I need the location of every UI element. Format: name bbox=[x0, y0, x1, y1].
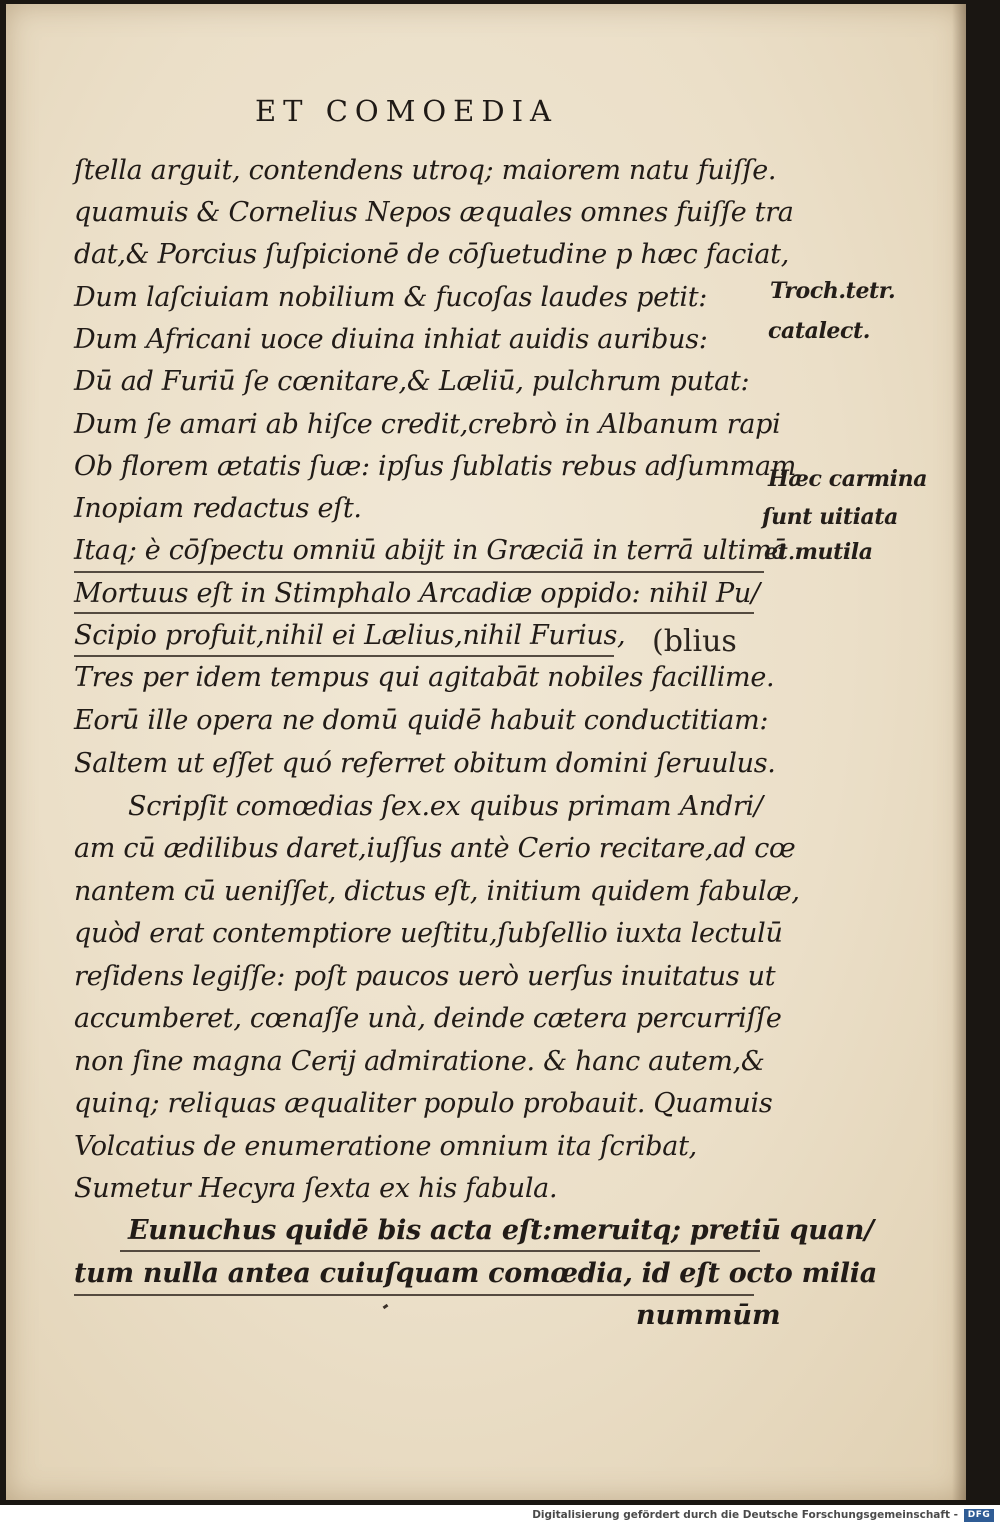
body-line: Sumetur Hecyra ſexta ex his fabula. bbox=[74, 1173, 558, 1204]
margin-note: et mutila bbox=[764, 539, 873, 565]
margin-note: Hæc carmina bbox=[768, 466, 928, 492]
turnover-line: (blius bbox=[652, 624, 737, 659]
body-line: Itaq; è cōſpectu omniū abijt in Græciā in terrā ultimā. bbox=[74, 535, 796, 566]
dfg-logo: DFG bbox=[964, 1509, 994, 1522]
body-line: Eunuchus quidē bis acta eſt:meruitq; pretiū quan/ bbox=[128, 1215, 874, 1246]
ink-underline bbox=[74, 612, 754, 614]
body-line: reſidens legiſſe: poſt paucos uerò uerſus inuitatus ut bbox=[74, 961, 776, 992]
ink-underline bbox=[74, 571, 764, 573]
body-line: Saltem ut eſſet quó referret obitum domini ſeruulus. bbox=[74, 748, 776, 779]
body-line: quòd erat contemptiore ueſtitu,ſubſellio iuxta lectulū bbox=[74, 918, 783, 949]
body-line: Mortuus eſt in Stimphalo Arcadiæ oppido: nihil Pu/ bbox=[74, 578, 760, 609]
body-line: Dum ſe amari ab hiſce credit,crebrò in Albanum rapi bbox=[74, 409, 781, 440]
body-line: dat,& Porcius ſuſpicionē de cōſuetudine p hæc faciat, bbox=[74, 239, 790, 270]
catchword: nummūm bbox=[636, 1300, 781, 1331]
ink-underline bbox=[120, 1250, 760, 1252]
digitization-credit: Digitalisierung gefördert durch die Deutsche Forschungsgemeinschaft - bbox=[532, 1509, 958, 1521]
margin-note: Troch.tetr. bbox=[770, 278, 896, 304]
page-gutter-shadow bbox=[952, 4, 966, 1500]
body-line: quamuis & Cornelius Nepos æquales omnes fuiſſe tra bbox=[74, 197, 794, 228]
ink-underline bbox=[74, 1294, 754, 1296]
body-line: Dum Africani uoce diuina inhiat auidis auribus: bbox=[74, 324, 708, 355]
ink-underline bbox=[74, 655, 614, 657]
body-line: Inopiam redactus eſt. bbox=[74, 493, 362, 524]
body-line: ſtella arguit, contendens utroq; maiorem natu fuiſſe. bbox=[74, 155, 777, 186]
body-line: Eorū ille opera ne domū quidē habuit conductitiam: bbox=[74, 705, 769, 736]
body-line: quinq; reliquas æqualiter populo probauit. Quamuis bbox=[74, 1088, 773, 1119]
body-line: nantem cū ueniſſet, dictus eſt, initium quidem fabulæ, bbox=[74, 876, 800, 907]
body-line: non ſine magna Cerij admiratione. & hanc autem,& bbox=[74, 1046, 765, 1077]
running-title: ET COMOEDIA bbox=[255, 94, 558, 128]
body-line: Scripſit comœdias ſex.ex quibus primam Andri/ bbox=[128, 791, 763, 822]
body-line: Dū ad Furiū ſe cœnitare,& Læliū, pulchrum putat: bbox=[74, 366, 750, 397]
body-line: Scipio profuit,nihil ei Lælius,nihil Furius, bbox=[74, 620, 626, 651]
body-line: tum nulla antea cuiuſquam comœdia, id eſt octo milia bbox=[74, 1258, 877, 1289]
body-line: am cū ædilibus daret,iuſſus antè Cerio recitare,ad cœ bbox=[74, 833, 796, 864]
margin-note: ſunt uitiata bbox=[762, 504, 899, 530]
body-line: Tres per idem tempus qui agitabāt nobiles facillime. bbox=[74, 662, 775, 693]
body-line: Ob florem ætatis ſuæ: ipſus ſublatis rebus adſummam bbox=[74, 451, 797, 482]
margin-note: catalect. bbox=[768, 318, 871, 344]
body-line: Dum laſciuiam nobilium & fucoſas laudes petit: bbox=[74, 282, 708, 313]
body-line: Volcatius de enumeratione omnium ita ſcribat, bbox=[74, 1131, 697, 1162]
body-line: accumberet, cœnaſſe unà, deinde cætera percurriſſe bbox=[74, 1003, 782, 1034]
